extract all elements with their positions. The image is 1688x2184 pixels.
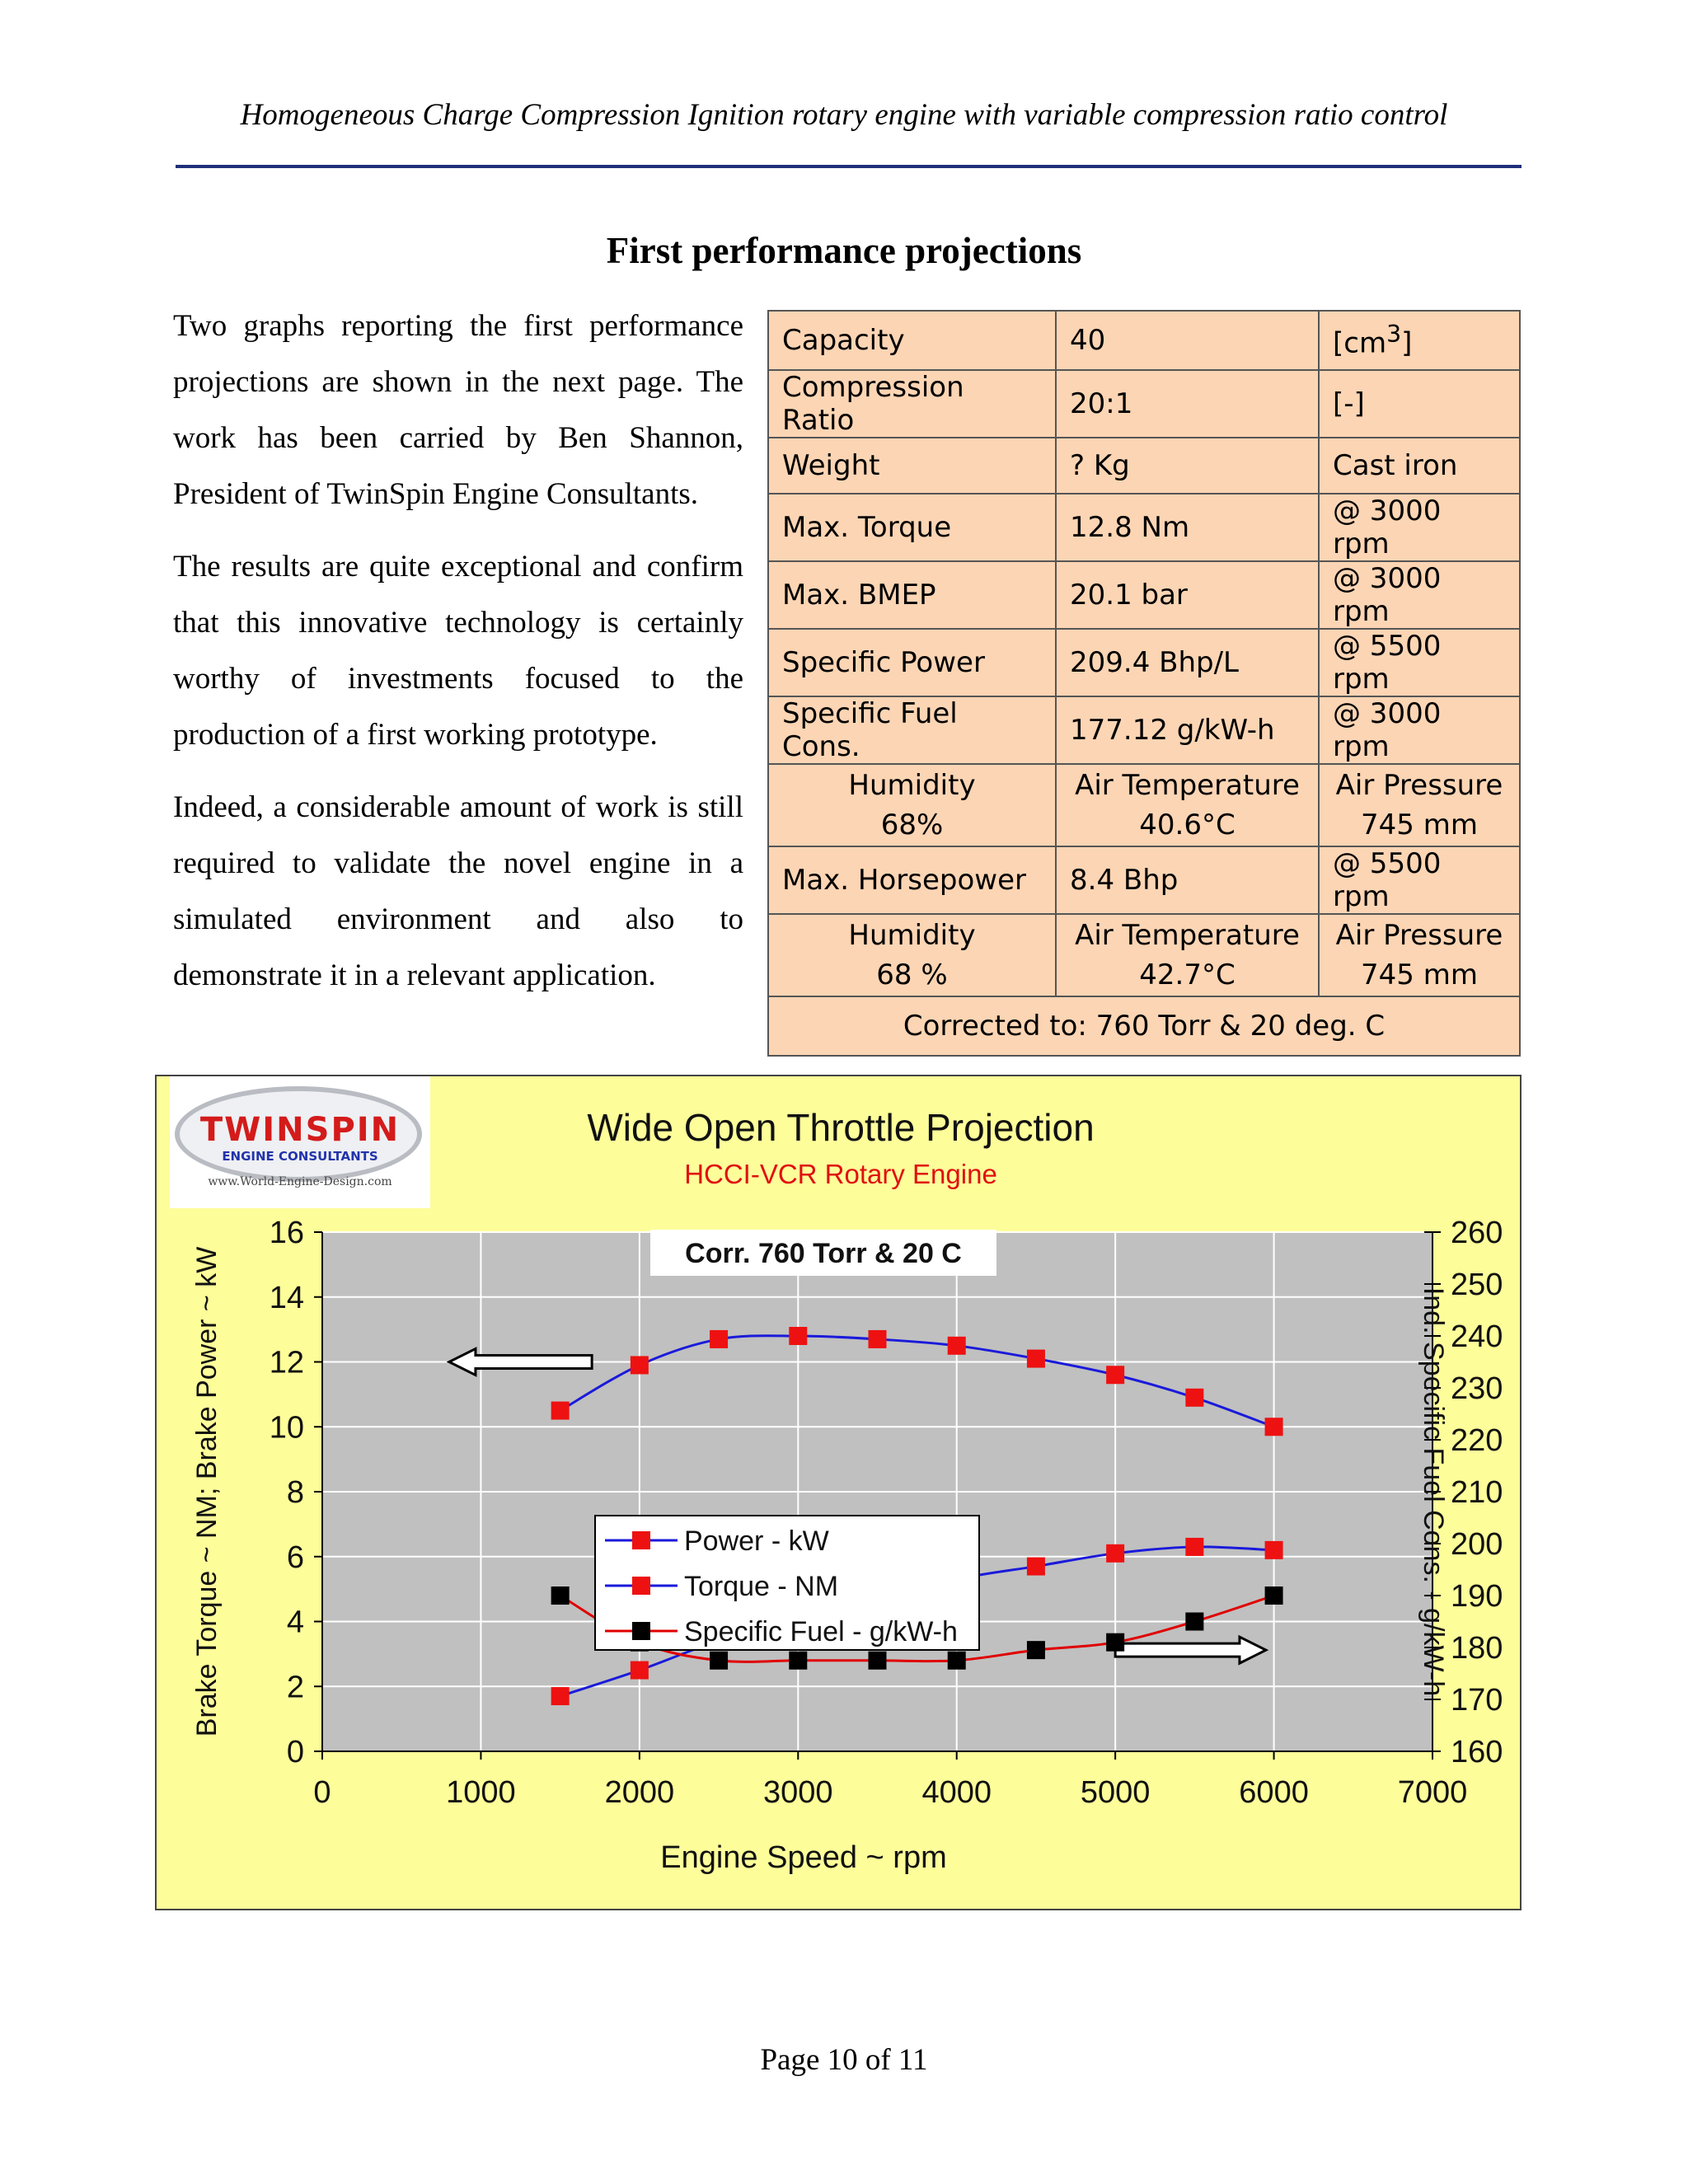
data-point [869,1330,887,1348]
data-point [1027,1350,1045,1368]
legend-label: Specific Fuel - g/kW-h [684,1616,958,1647]
y2-tick-label: 170 [1451,1683,1503,1718]
data-point [1106,1366,1124,1384]
cell-line: 42.7°C [1139,958,1236,991]
cell-line: Air Pressure [1335,919,1503,952]
section-title: First performance projections [606,230,1082,271]
data-point [1265,1541,1283,1559]
y2-tick-label: 230 [1451,1371,1503,1406]
table-cell: Specific Power [768,629,1056,696]
page-number: Page 10 of 11 [760,2043,928,2077]
table-cell [1319,764,1520,846]
data-point [710,1330,728,1348]
legend-marker [632,1622,650,1640]
x-tick-label: 6000 [1239,1775,1309,1810]
corrected-note: Corrected to: 760 Torr & 20 deg. C [768,996,1520,1056]
data-point [1265,1586,1283,1605]
cell-line: Humidity [848,919,976,952]
table-cell: [-] [1319,370,1520,438]
y-tick-label: 6 [286,1540,304,1575]
data-point [1185,1538,1203,1556]
table-row [768,438,1520,494]
legend-label: Power - kW [684,1526,829,1557]
logo-sub-text: ENGINE CONSULTANTS [222,1149,378,1164]
table-cell: Weight [768,438,1056,494]
y2-tick-label: 190 [1451,1579,1503,1614]
logo-main-text: TWINSPIN [199,1111,401,1149]
running-header: Homogeneous Charge Compression Ignition rotary engine with variable compression ratio control [240,98,1448,132]
table-cell: Max. BMEP [768,561,1056,629]
table-cell: 177.12 g/kW-h [1056,696,1319,764]
table-cell: ? Kg [1056,438,1319,494]
table-cell: 12.8 Nm [1056,494,1319,561]
unit-superscript: 3 [1386,321,1402,349]
table-cell [1056,764,1319,846]
y-tick-label: 2 [286,1670,304,1705]
table-row [768,629,1520,696]
data-point [1027,1558,1045,1576]
x-tick-label: 4000 [921,1775,992,1810]
data-point [551,1586,570,1605]
x-tick-label: 5000 [1080,1775,1151,1810]
data-point [1185,1613,1203,1631]
table-cell: Max. Horsepower [768,846,1056,914]
header-rule [176,165,1522,168]
y-tick-label: 16 [269,1216,304,1250]
table-cell [768,764,1056,846]
data-point [869,1652,887,1670]
cell-line: 745 mm [1361,958,1478,991]
cell-line: 68 % [876,958,948,991]
table-cell [1319,311,1520,370]
table-row [768,846,1520,914]
table-cell: 209.4 Bhp/L [1056,629,1319,696]
chart-subtitle: HCCI-VCR Rotary Engine [684,1159,997,1189]
x-tick-label: 1000 [446,1775,516,1810]
y-tick-label: 10 [269,1410,304,1446]
paragraph: The results are quite exceptional and confirm that this innovative technology is certainly worthy of investments focused to the production of a first working prototype. [173,550,743,752]
table-row [768,914,1520,996]
table-cell: 20:1 [1056,370,1319,438]
data-point [551,1402,570,1420]
legend-marker [632,1577,650,1595]
data-point [789,1652,807,1670]
body-text [173,298,743,1020]
data-point [1265,1418,1283,1436]
table-row [768,311,1520,370]
table-cell: @ 3000 rpm [1319,561,1520,629]
legend-label: Torque - NM [684,1571,839,1602]
cell-line: Air Temperature [1075,769,1300,802]
data-point [631,1356,649,1374]
table-cell [768,914,1056,996]
y2-tick-label: 160 [1451,1735,1503,1769]
y-tick-label: 8 [286,1475,304,1510]
data-point [948,1652,966,1670]
table-cell: Cast iron [1319,438,1520,494]
table-cell [1319,914,1520,996]
cell-line: Air Temperature [1075,919,1300,952]
x-tick-label: 3000 [763,1775,833,1810]
table-cell: @ 5500 rpm [1319,846,1520,914]
table-row [768,764,1520,846]
y2-tick-label: 250 [1451,1268,1503,1302]
chart-annotation: Corr. 760 Torr & 20 C [685,1238,962,1269]
y2-tick-label: 180 [1451,1631,1503,1666]
cell-line: 40.6°C [1139,808,1236,841]
table-cell: Specific Fuel Cons. [768,696,1056,764]
unit-text: [cm [1333,326,1387,360]
table-cell: @ 3000 rpm [1319,696,1520,764]
data-point [1106,1544,1124,1563]
y-tick-label: 0 [286,1735,304,1769]
wot-chart [157,1076,1520,1909]
data-point [1027,1641,1045,1659]
paragraph: Two graphs reporting the first performance projections are shown in the next page. The work has been carried by Ben Shannon, President of TwinSpin Engine Consultants. [173,309,743,511]
x-tick-label: 2000 [604,1775,675,1810]
y-tick-label: 4 [286,1605,304,1640]
table-cell [1056,914,1319,996]
y-tick-label: 12 [269,1345,304,1380]
table-cell: Compression Ratio [768,370,1056,438]
y2-tick-label: 260 [1451,1216,1503,1250]
chart-title: Wide Open Throttle Projection [587,1106,1095,1149]
table-row [768,696,1520,764]
table-cell: @ 3000 rpm [1319,494,1520,561]
data-point [631,1661,649,1680]
table-cell: 20.1 bar [1056,561,1319,629]
chart-frame [155,1075,1522,1910]
logo-url-text: www.World-Engine-Design.com [208,1175,392,1188]
legend-marker [632,1531,650,1549]
table-cell: Capacity [768,311,1056,370]
table-cell: Max. Torque [768,494,1056,561]
data-point [710,1652,728,1670]
data-point [551,1687,570,1705]
y2-tick-label: 240 [1451,1319,1503,1354]
y2-tick-label: 220 [1451,1423,1503,1458]
x-axis-label: Engine Speed ~ rpm [660,1840,947,1875]
y2-axis-label: Ind. Specific Fuel Cons. - g/kW-h [1418,1286,1449,1697]
y-tick-label: 14 [269,1280,304,1315]
data-point [1185,1389,1203,1407]
table-cell: 8.4 Bhp [1056,846,1319,914]
data-point [789,1327,807,1345]
unit-text: ] [1401,326,1413,360]
spec-table [767,310,1521,1057]
y-axis-label: Brake Torque ~ NM; Brake Power ~ kW [191,1246,223,1737]
cell-line: Humidity [848,769,976,802]
table-row [768,996,1520,1056]
y2-tick-label: 200 [1451,1527,1503,1562]
table-cell: @ 5500 rpm [1319,629,1520,696]
cell-line: 68% [880,808,944,841]
paragraph: Indeed, a considerable amount of work is still required to validate the novel engine in a simulated environment and also to demonstrate it in a relevant application. [173,790,743,992]
cell-line: Air Pressure [1335,769,1503,802]
cell-line: 745 mm [1361,808,1478,841]
y2-tick-label: 210 [1451,1475,1503,1510]
legend [595,1516,979,1650]
table-cell: 40 [1056,311,1319,370]
table-row [768,494,1520,561]
data-point [948,1337,966,1355]
table-row [768,561,1520,629]
x-tick-label: 7000 [1397,1775,1468,1810]
table-row [768,370,1520,438]
x-tick-label: 0 [313,1775,331,1810]
data-point [1106,1633,1124,1652]
